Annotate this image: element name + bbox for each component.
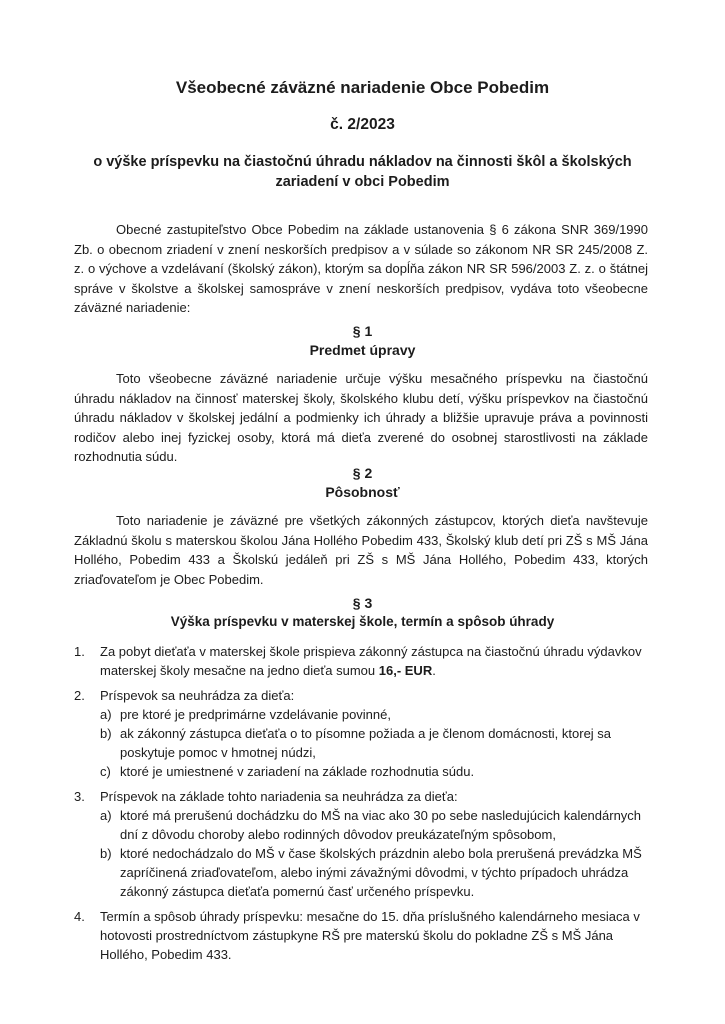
list-item-number: 4. xyxy=(74,909,85,924)
list-item xyxy=(74,907,648,964)
list-item-text: Príspevok na základe tohto nariadenia sa neuhrádza za dieťa: xyxy=(100,789,458,804)
intro-paragraph: Obecné zastupiteľstvo Obce Pobedim na základe ustanovenia § 6 zákona SNR 369/1990 Zb. o obecnom zriadení v znení neskorších predpisov a v súlade so zákonom NR SR 245/2008 Z. z. o výchove a vzdelávaní (školský zákon), ktorým sa dopĺňa zákon NR SR 596/2003 Z. z. o štátnej správe v školstve a školskej samospráve v znení neskorších predpisov, vydáva toto všeobecne záväzné nariadenie: xyxy=(74,222,648,315)
section-3-sign: § 3 xyxy=(352,595,373,611)
sub-item-text: ktoré má prerušenú dochádzku do MŠ na viac ako 30 po sebe nasledujúcich kalendárnych dní z dôvodu choroby alebo rodinných dôvodov preukázateľným spôsobom, xyxy=(120,808,642,842)
list-item-end: . xyxy=(432,663,436,678)
fee-amount: 16,- EUR xyxy=(378,663,433,678)
sub-item-text: ak zákonný zástupca dieťaťa o to písomne požiada a je členom domácnosti, ktorej sa poskytuje pomoc v hmotnej núdzi, xyxy=(120,726,612,760)
section-1-text: Toto všeobecne záväzné nariadenie určuje výšku mesačného príspevku na čiastočnú úhradu nákladov na činnosť materskej školy, školského klubu detí, výšku príspevkov na čiastočnú úhradu nákladov v školskej jedální a podmienky ich úhrady a bližšie upravuje práva a povinnosti rodičov alebo inej fyzickej osoby, ktorá má dieťa zverené do osobnej starostlivosti na základe rozhodnutia súdu. xyxy=(74,371,648,464)
sub-item xyxy=(100,705,648,724)
sub-item-letter: a) xyxy=(100,808,112,823)
sub-item-letter: a) xyxy=(100,707,112,722)
sub-item-letter: b) xyxy=(100,846,112,861)
list-item xyxy=(74,787,648,901)
sub-item xyxy=(100,762,648,781)
list-item-number: 2. xyxy=(74,688,85,703)
document-subtitle-line1: o výške príspevku na čiastočnú úhradu nákladov na činnosti škôl a školských xyxy=(93,154,632,170)
document-number: č. 2/2023 xyxy=(330,116,395,133)
sub-item-letter: b) xyxy=(100,726,112,741)
list-item-number: 1. xyxy=(74,644,85,659)
section-3-list xyxy=(74,642,648,964)
sub-item-text: ktoré nedochádzalo do MŠ v čase školských prázdnin alebo bola prerušená prevádzka MŠ zapríčinená zriaďovateľom, alebo inými závažnými dôvodmi, v týchto prípadoch uhrádza zákonný zástupca dieťaťa pomernú časť určeného príspevku. xyxy=(120,846,642,899)
list-item-text: Za pobyt dieťaťa v materskej škole prispieva zákonný zástupca na čiastočnú úhradu výdavkov materskej školy mesačne na jedno dieťa sumou xyxy=(100,644,642,678)
list-item-text: Príspevok sa neuhrádza za dieťa: xyxy=(100,688,295,703)
sub-item-text: ktoré je umiestnené v zariadení na základe rozhodnutia súdu. xyxy=(120,764,475,779)
list-item-text: Termín a spôsob úhrady príspevku: mesačne do 15. dňa príslušného kalendárneho mesiaca v hotovosti prostredníctvom zástupkyne RŠ pre materskú školu do pokladne ZŠ s MŠ Jána Hollého, Pobedim 433. xyxy=(100,909,640,962)
sub-item-letter: c) xyxy=(100,764,111,779)
section-2-heading: Pôsobnosť xyxy=(325,484,400,500)
list-item xyxy=(74,686,648,781)
sub-item xyxy=(100,844,648,901)
document-title: Všeobecné záväzné nariadenie Obce Pobedim xyxy=(175,78,550,97)
sub-item xyxy=(100,806,648,844)
list-item-number: 3. xyxy=(74,789,85,804)
section-3-heading: Výška príspevku v materskej škole, termín a spôsob úhrady xyxy=(170,614,555,629)
sub-item-text: pre ktoré je predprimárne vzdelávanie povinné, xyxy=(120,707,391,722)
section-2-text: Toto nariadenie je záväzné pre všetkých zákonných zástupcov, ktorých dieťa navštevuje Základnú školu s materskou školou Jána Hollého Pobedim 433, Školský klub detí pri ZŠ s MŠ Jána Hollého, Pobedim 433 a Školskú jedáleň pri ZŠ s MŠ Jána Hollého, Pobedim 433, ktorých zriaďovateľom je Obec Pobedim. xyxy=(74,513,648,587)
section-2-sign: § 2 xyxy=(352,465,373,481)
section-1-sign: § 1 xyxy=(352,323,373,339)
section-1-heading: Predmet úpravy xyxy=(309,342,416,358)
sub-item xyxy=(100,724,648,762)
document-subtitle-line2: zariadení v obci Pobedim xyxy=(275,174,450,190)
list-item xyxy=(74,642,648,680)
